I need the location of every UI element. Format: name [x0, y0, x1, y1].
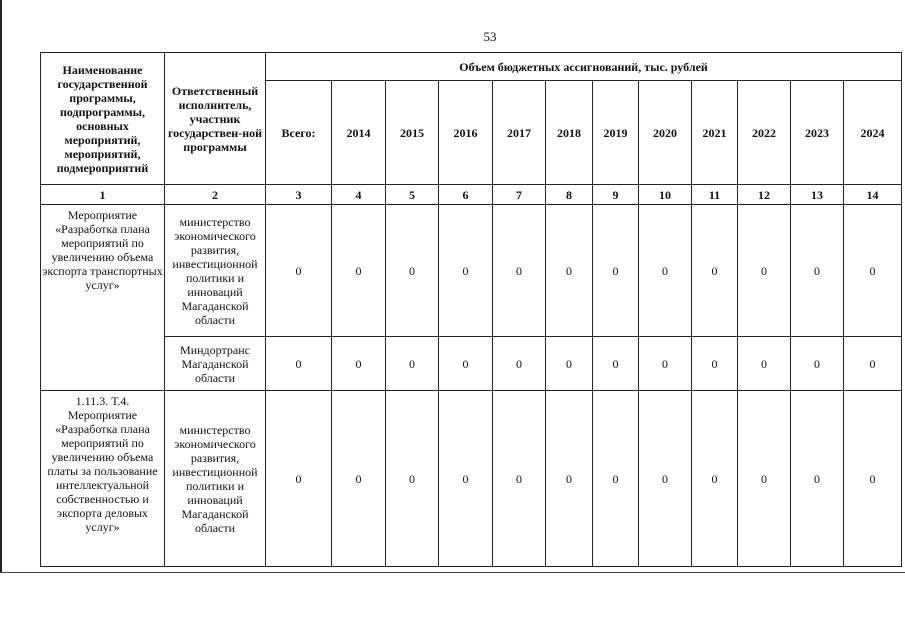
scan-bottom-rule	[0, 572, 905, 573]
program-name-cell: 1.11.3. Т.4. Мероприятие «Разработка плана мероприятий по увеличению объема платы за пользование интеллектуальной собственностью и экспорта деловых услуг»	[41, 391, 165, 567]
value-cell: 0	[266, 391, 332, 567]
program-name-cell: Мероприятие «Разработка плана мероприятий по увеличению объема экспорта транспортных услуг»	[41, 205, 165, 391]
value-cell: 0	[386, 337, 439, 391]
value-cell: 0	[439, 391, 493, 567]
column-number: 11	[692, 185, 738, 205]
value-cell: 0	[332, 391, 386, 567]
value-cell: 0	[692, 391, 738, 567]
value-cell: 0	[593, 205, 639, 337]
value-cell: 0	[738, 205, 791, 337]
column-number: 9	[593, 185, 639, 205]
header-year: 2023	[791, 81, 844, 185]
value-cell: 0	[844, 337, 902, 391]
value-cell: 0	[738, 391, 791, 567]
value-cell: 0	[738, 337, 791, 391]
value-cell: 0	[639, 391, 692, 567]
column-number: 4	[332, 185, 386, 205]
value-cell: 0	[439, 337, 493, 391]
value-cell: 0	[593, 337, 639, 391]
header-year: 2018	[546, 81, 593, 185]
header-year: 2017	[493, 81, 546, 185]
column-number: 6	[439, 185, 493, 205]
header-year: 2020	[639, 81, 692, 185]
value-cell: 0	[546, 391, 593, 567]
column-number-row	[41, 185, 902, 205]
executor-cell: министерство экономического развития, инвестиционной политики и инноваций Магаданской области	[165, 205, 266, 337]
column-number: 12	[738, 185, 791, 205]
value-cell: 0	[386, 205, 439, 337]
column-number: 1	[41, 185, 165, 205]
value-cell: 0	[493, 391, 546, 567]
column-number: 8	[546, 185, 593, 205]
header-year: 2022	[738, 81, 791, 185]
table-row	[41, 337, 902, 391]
column-number: 13	[791, 185, 844, 205]
column-number: 10	[639, 185, 692, 205]
header-budget-group: Объем бюджетных ассигнований, тыс. рублей	[266, 53, 902, 81]
table-row	[41, 391, 902, 567]
value-cell: 0	[791, 337, 844, 391]
value-cell: 0	[639, 205, 692, 337]
header-year: 2015	[386, 81, 439, 185]
page-number: 53	[483, 29, 497, 44]
column-number: 7	[493, 185, 546, 205]
header-executor: Ответственный исполнитель, участник государствен-ной программы	[165, 53, 266, 185]
value-cell: 0	[493, 205, 546, 337]
header-year: 2024	[844, 81, 902, 185]
column-number: 3	[266, 185, 332, 205]
value-cell: 0	[844, 205, 902, 337]
value-cell: 0	[439, 205, 493, 337]
value-cell: 0	[639, 337, 692, 391]
executor-cell: министерство экономического развития, инвестиционной политики и инноваций Магаданской области	[165, 391, 266, 567]
scan-left-edge	[0, 0, 2, 572]
table-row	[41, 205, 902, 337]
budget-table	[40, 52, 902, 567]
header-year: 2014	[332, 81, 386, 185]
executor-cell: Миндортранс Магаданской области	[165, 337, 266, 391]
value-cell: 0	[546, 337, 593, 391]
header-year: 2016	[439, 81, 493, 185]
column-number: 2	[165, 185, 266, 205]
header-year: 2019	[593, 81, 639, 185]
value-cell: 0	[332, 337, 386, 391]
value-cell: 0	[791, 391, 844, 567]
column-number: 14	[844, 185, 902, 205]
value-cell: 0	[791, 205, 844, 337]
value-cell: 0	[546, 205, 593, 337]
value-cell: 0	[692, 205, 738, 337]
value-cell: 0	[266, 337, 332, 391]
value-cell: 0	[593, 391, 639, 567]
value-cell: 0	[386, 391, 439, 567]
value-cell: 0	[266, 205, 332, 337]
value-cell: 0	[493, 337, 546, 391]
value-cell: 0	[844, 391, 902, 567]
header-year: 2021	[692, 81, 738, 185]
value-cell: 0	[692, 337, 738, 391]
value-cell: 0	[332, 205, 386, 337]
column-number: 5	[386, 185, 439, 205]
header-program-name: Наименование государственной программы, подпрограммы, основных мероприятий, мероприятий, подмероприятий	[41, 53, 165, 185]
header-total: Всего:	[266, 81, 332, 185]
